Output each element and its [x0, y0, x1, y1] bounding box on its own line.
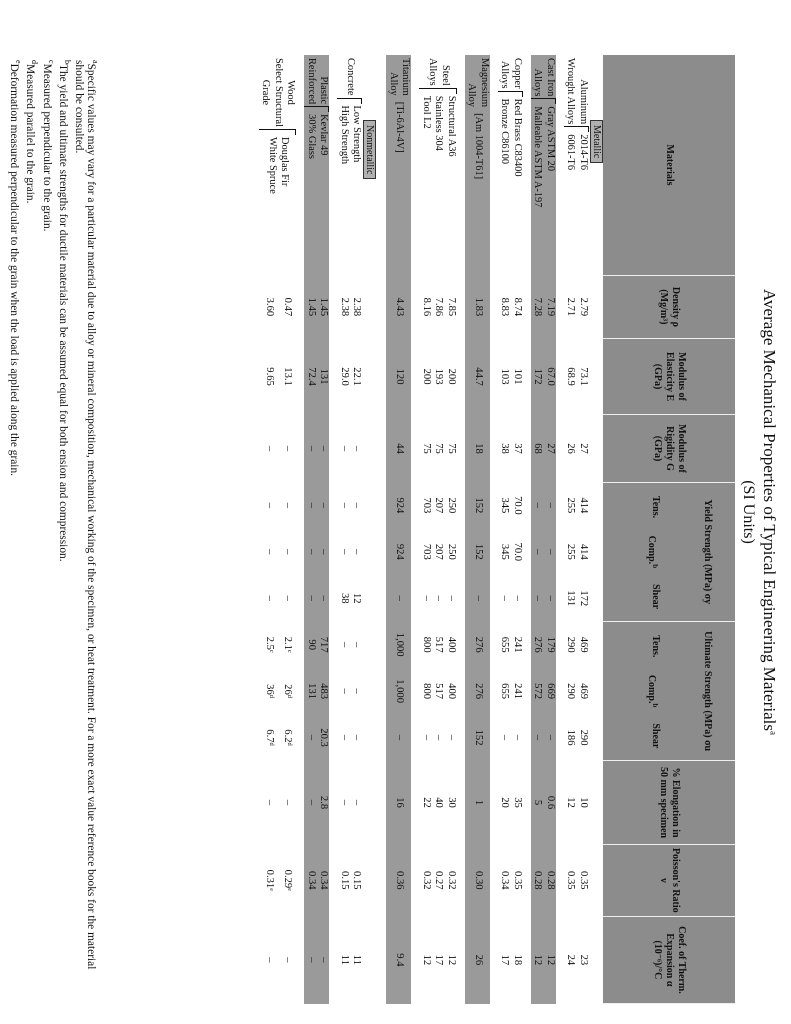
cell: 1.45: [305, 276, 318, 339]
cell: 26: [465, 916, 490, 1003]
cell: –: [317, 529, 330, 575]
cell: –: [531, 529, 544, 575]
header-yield-tens: Tens.: [650, 495, 661, 519]
cell: –: [263, 957, 275, 963]
cell: 207: [433, 543, 445, 560]
cell: –: [544, 575, 557, 621]
material-copper: Copper Alloys Red Brass C83400 Bronze C86100: [499, 58, 523, 177]
section-nonmetallic: Nonmetallic: [363, 55, 387, 1004]
cell: –: [263, 799, 275, 806]
cell: 17: [499, 954, 511, 966]
cell: 200: [421, 368, 432, 385]
cell: 0.28: [544, 844, 557, 916]
cell: –: [531, 575, 544, 621]
footnote-a: $^a$Specific values may vary for a particular material due to alloy or mineral composition, mechanical working of the specimen, or heat treatment. For a more exact value reference books for the material should be consulted.: [72, 60, 100, 970]
material-wood: Wood Select Structural Grade Douglas Fir White Spruce: [260, 58, 297, 194]
cell: 276: [465, 668, 490, 714]
cell: –: [282, 595, 294, 601]
cell: 207: [433, 497, 445, 514]
cell: –: [531, 714, 544, 760]
cell: –: [531, 482, 544, 528]
footnote-c: $^c$Measured perpendicular to the grain.: [40, 60, 56, 232]
cell: 7.19: [544, 276, 557, 339]
cell: 101: [512, 368, 523, 385]
cell: 572: [531, 668, 544, 714]
cell: 186: [565, 729, 577, 746]
cell: 517: [433, 636, 445, 653]
header-ult-shear: Shear: [650, 723, 661, 749]
cell: 131: [317, 338, 330, 415]
cell: 290: [565, 683, 577, 700]
cell: –: [282, 445, 294, 452]
cell: –: [263, 502, 275, 509]
cell: –: [339, 642, 350, 648]
cell: 7.85: [446, 297, 457, 317]
row-group-titanium: [387, 55, 412, 1004]
row-group-aluminum: [577, 55, 590, 1004]
cell: 0.30: [465, 844, 490, 916]
cell: 2.8: [317, 761, 330, 845]
cell: –: [282, 549, 294, 555]
cell: 75: [446, 443, 457, 454]
cell: 12: [421, 954, 432, 966]
cell: 7.28: [531, 276, 544, 339]
cell: 0.31ᵉ: [263, 869, 275, 891]
cell: 0.47: [282, 297, 294, 317]
cell: 0.32: [446, 871, 457, 890]
cell: 469: [578, 636, 589, 653]
cell: 345: [499, 497, 511, 514]
cell: –: [351, 642, 363, 648]
cell: 16: [387, 761, 412, 845]
cell: 30: [446, 797, 457, 808]
cell: –: [317, 916, 330, 1003]
spacer: [412, 55, 420, 1004]
cell: 72.4: [305, 338, 318, 415]
cell: 37: [512, 443, 523, 454]
cell: –: [446, 595, 457, 601]
cell: 276: [531, 621, 544, 667]
cell: –: [544, 529, 557, 575]
row-group-magnesium: [465, 55, 490, 1004]
cell: 255: [565, 543, 577, 560]
cell: 193: [433, 368, 445, 385]
cell: 152: [465, 482, 490, 528]
cell: –: [305, 916, 318, 1003]
spacer: [330, 55, 338, 1004]
table-subtitle: (SI Units): [740, 480, 757, 544]
cell: 0.15: [351, 871, 363, 890]
cell: –: [305, 482, 318, 528]
cell: 12: [531, 916, 544, 1003]
header-yield-label: Yield Strength (MPa) σy: [702, 499, 713, 605]
cell: 0.32: [421, 871, 432, 890]
cell: 924: [387, 482, 412, 528]
cell: 70.0: [512, 542, 523, 562]
cell: –: [305, 415, 318, 482]
cell: –: [263, 549, 275, 555]
cell: 44.7: [465, 338, 490, 415]
row-group-concrete: [350, 55, 363, 1004]
cell: 67.0: [544, 338, 557, 415]
header-thermal: Coef. of Therm. Expansion α (10⁻⁶)/°C: [603, 916, 735, 1003]
cell: –: [317, 482, 330, 528]
cell: 200: [446, 368, 457, 385]
material-plastic: Plastic Reinforced Kevlar 49 30% Glass: [305, 55, 330, 276]
cell: 1.45: [317, 276, 330, 339]
cell: 13.1: [282, 367, 294, 386]
cell: 703: [421, 543, 432, 560]
cell: –: [305, 529, 318, 575]
cell: 717: [317, 621, 330, 667]
cell: 20: [499, 797, 511, 808]
cell: –: [421, 734, 432, 741]
cell: 3.60: [263, 297, 275, 317]
cell: 152: [465, 529, 490, 575]
material-magnesium: Magnesium Alloy [Am 1004-T61]: [465, 55, 490, 276]
row-group-wood: [278, 55, 297, 1004]
row-group-copper: [511, 55, 524, 1004]
header-density: Density ρ (Mg/m³): [603, 276, 735, 339]
cell: 703: [421, 497, 432, 514]
material-castiron: Cast Iron Alloys Gray ASTM 20 Malleable ASTM A-197: [531, 55, 556, 276]
spacer: [297, 55, 305, 1004]
cell: 669: [544, 668, 557, 714]
cell: 400: [446, 683, 457, 700]
cell: –: [387, 575, 412, 621]
cell: –: [544, 482, 557, 528]
cell: –: [499, 595, 511, 601]
footnote-e: $^e$Deformation measured perpendicular to the grain when the load is applied along the grain.: [8, 60, 24, 477]
cell: 152: [465, 714, 490, 760]
section-metallic: Metallic: [589, 55, 603, 1004]
header-yield: [603, 482, 735, 621]
cell: 73.1: [578, 367, 589, 386]
cell: 1.83: [465, 276, 490, 339]
cell: 23: [578, 954, 589, 966]
cell: –: [465, 575, 490, 621]
cell: –: [387, 714, 412, 760]
cell: 0.35: [578, 871, 589, 890]
cell: –: [339, 688, 350, 694]
cell: –: [544, 714, 557, 760]
cell: 131: [565, 590, 577, 607]
header-ult-tens: Tens.: [650, 635, 661, 658]
cell: 0.29ᵉ: [282, 869, 294, 891]
header-materials: Materials: [603, 55, 735, 276]
cell: 8.74: [512, 297, 523, 317]
cell: 414: [578, 543, 589, 560]
cell: –: [339, 502, 350, 509]
cell: –: [433, 595, 445, 601]
cell: –: [282, 502, 294, 509]
cell: 12: [351, 592, 363, 604]
cell: 2.1ᶜ: [282, 636, 294, 653]
material-steel: Steel Alloys Structural A36 Stainless 304 Tool L2: [421, 58, 457, 157]
cell: 29.0: [339, 367, 350, 386]
cell: –: [305, 575, 318, 621]
row-group-plastic: [317, 55, 330, 1004]
header-yield-comp: Comp.$^b$: [645, 535, 659, 569]
cell: 0.34: [305, 844, 318, 916]
cell: 75: [433, 443, 445, 454]
spacer: [490, 55, 498, 1004]
cell: 290: [578, 729, 589, 746]
cell: 40: [433, 797, 445, 808]
properties-table: [259, 55, 735, 1004]
cell: 7.86: [433, 297, 445, 317]
cell: –: [499, 734, 511, 741]
cell: 483: [317, 668, 330, 714]
cell: 255: [565, 497, 577, 514]
cell: 12: [446, 954, 457, 966]
row-group-steel: [445, 55, 458, 1004]
cell: 2.79: [578, 297, 589, 317]
cell: 924: [387, 529, 412, 575]
cell: 0.27: [433, 871, 445, 890]
table-title: Average Mechanical Properties of Typical Engineering Materials$^a$: [760, 289, 779, 735]
row-group-castiron: [544, 55, 557, 1004]
header-yield-shear: Shear: [650, 584, 661, 610]
cell: –: [339, 549, 350, 555]
cell: 18: [512, 954, 523, 966]
header-row: [603, 55, 735, 1004]
cell: –: [351, 445, 363, 452]
cell: 1: [465, 761, 490, 845]
cell: 179: [544, 621, 557, 667]
cell: 8.16: [421, 297, 432, 317]
cell: –: [317, 575, 330, 621]
cell: 345: [499, 543, 511, 560]
cell: –: [305, 761, 318, 845]
cell: 75: [421, 443, 432, 454]
cell: 0.35: [512, 871, 523, 890]
cell: –: [433, 734, 445, 741]
cell: 1,000: [387, 668, 412, 714]
cell: 12: [565, 797, 577, 808]
cell: 10: [578, 797, 589, 808]
cell: –: [351, 799, 363, 806]
cell: 469: [578, 683, 589, 700]
footnote-d: $^d$Measured parallel to the grain.: [24, 60, 40, 204]
cell: 655: [499, 636, 511, 653]
cell: –: [282, 799, 294, 806]
cell: 0.6: [544, 761, 557, 845]
cell: 276: [465, 621, 490, 667]
cell: 0.34: [317, 844, 330, 916]
cell: 0.34: [499, 871, 511, 890]
cell: 35: [512, 797, 523, 808]
cell: 6.7ᵈ: [263, 729, 275, 746]
cell: 22: [421, 797, 432, 808]
cell: –: [339, 799, 350, 806]
cell: 27: [578, 443, 589, 454]
cell: 4.43: [387, 276, 412, 339]
cell: 103: [499, 368, 511, 385]
cell: 1,000: [387, 621, 412, 667]
cell: –: [446, 734, 457, 741]
cell: 38: [339, 592, 350, 604]
cell: 6.2ᵈ: [282, 729, 294, 746]
cell: 27: [544, 415, 557, 482]
cell: 8.83: [499, 297, 511, 317]
cell: –: [351, 502, 363, 509]
cell: 36ᵈ: [263, 684, 275, 699]
cell: 18: [465, 415, 490, 482]
header-ultimate-label: Ultimate Strength (MPa) σu: [702, 631, 713, 752]
cell: 90: [305, 621, 318, 667]
cell: 172: [531, 338, 544, 415]
cell: 11: [351, 954, 363, 965]
material-concrete: Concrete Low Strength High Strength: [339, 58, 363, 165]
cell: 172: [578, 590, 589, 607]
cell: 2.5ᶜ: [263, 636, 275, 653]
cell: 22.1: [351, 367, 363, 386]
cell: –: [317, 415, 330, 482]
spacer: [457, 55, 465, 1004]
spacer: [556, 55, 564, 1004]
cell: –: [282, 957, 294, 963]
cell: 17: [433, 954, 445, 966]
header-ult-comp: Comp.$^b$: [645, 674, 659, 708]
cell: 800: [421, 683, 432, 700]
cell: 290: [565, 636, 577, 653]
cell: 70.0: [512, 496, 523, 515]
cell: 120: [387, 338, 412, 415]
cell: –: [351, 549, 363, 555]
header-poisson: Poisson's Ratio ν: [603, 844, 735, 916]
cell: 0.36: [387, 844, 412, 916]
header-ultimate: [603, 621, 735, 760]
footnote-b: $^b$The yield and ultimate strengths for ductile materials can be assumed equal for both ension and compression.: [56, 60, 72, 562]
cell: 414: [578, 497, 589, 514]
footnotes: [8, 60, 101, 1000]
cell: 68: [531, 415, 544, 482]
cell: 9.4: [387, 916, 412, 1003]
cell: 0.28: [531, 844, 544, 916]
cell: –: [305, 714, 318, 760]
cell: 5: [531, 761, 544, 845]
cell: 400: [446, 636, 457, 653]
cell: 250: [446, 497, 457, 514]
cell: 241: [512, 636, 523, 653]
cell: –: [421, 595, 432, 601]
cell: 2.38: [339, 297, 350, 317]
cell: –: [351, 688, 363, 694]
cell: 26: [565, 443, 577, 454]
cell: 68.9: [565, 367, 577, 386]
cell: 250: [446, 543, 457, 560]
cell: 655: [499, 683, 511, 700]
cell: 20.3: [317, 714, 330, 760]
material-titanium: Titanium Alloy [Ti-6Al-4V]: [387, 55, 412, 276]
cell: 9.65: [263, 367, 275, 386]
header-modulus-g: Modulus of Rigidity G (GPa): [603, 415, 735, 482]
cell: 2.71: [565, 297, 577, 317]
cell: –: [263, 595, 275, 601]
cell: –: [512, 595, 523, 601]
cell: 38: [499, 443, 511, 454]
cell: 44: [387, 415, 412, 482]
material-aluminum: Aluminum Wrought Alloys 2014-T6 6061-T6: [565, 58, 589, 171]
cell: –: [351, 734, 363, 741]
cell: –: [339, 734, 350, 741]
cell: 12: [544, 916, 557, 1003]
cell: –: [512, 734, 523, 741]
spacer: [523, 55, 531, 1004]
cell: 131: [305, 668, 318, 714]
cell: 0.15: [339, 871, 350, 890]
cell: 800: [421, 636, 432, 653]
cell: 241: [512, 683, 523, 700]
cell: 24: [565, 954, 577, 966]
cell: 11: [339, 954, 350, 965]
cell: 517: [433, 683, 445, 700]
cell: –: [339, 445, 350, 452]
cell: 2.38: [351, 297, 363, 317]
cell: –: [263, 445, 275, 452]
header-modulus-e: Modulus of Elasticity E (GPa): [603, 338, 735, 415]
header-elongation: % Elongation in 50 mm specimen: [603, 761, 735, 845]
cell: 0.35: [565, 871, 577, 890]
cell: 26ᵈ: [282, 684, 294, 699]
